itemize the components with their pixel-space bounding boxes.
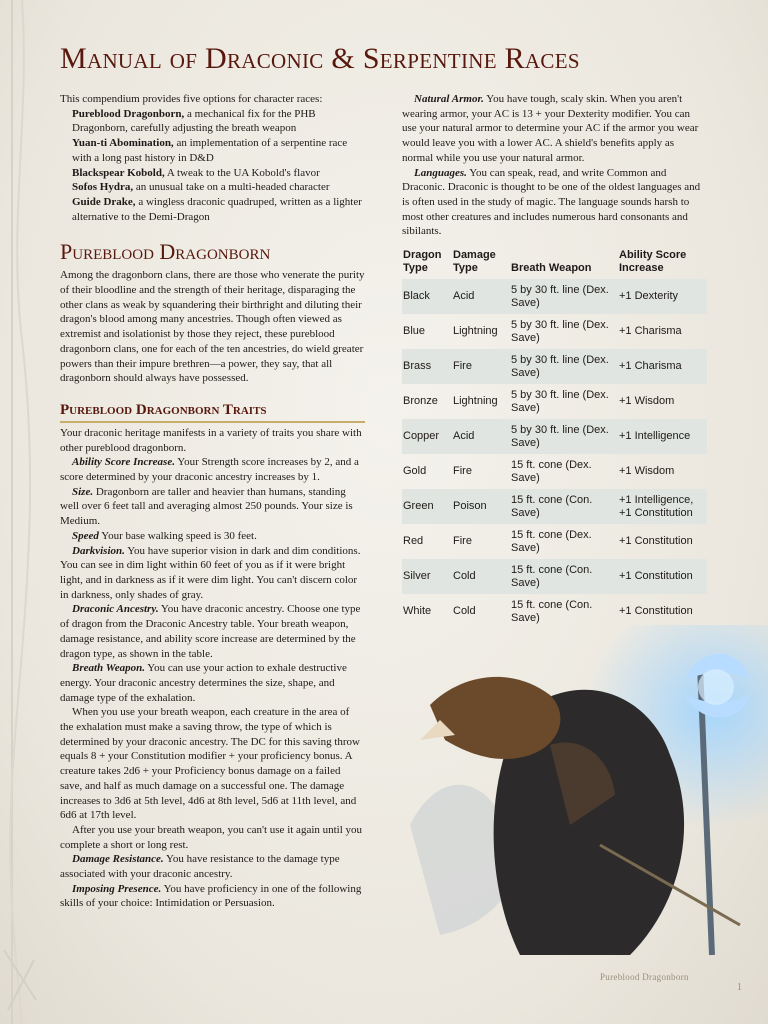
page-footer: Pureblood Dragonborn — [600, 972, 689, 982]
intro-item: Blackspear Kobold, A tweak to the UA Kobold's flavor — [72, 166, 320, 179]
table-cell: Acid — [452, 419, 510, 454]
page-title: Manual of Draconic & Serpentine Races — [60, 42, 580, 75]
table-cell: +1 Intelligence, +1 Constitution — [618, 489, 707, 524]
table-cell: +1 Charisma — [618, 349, 707, 384]
table-cell: Lightning — [453, 395, 498, 408]
dragonborn-illustration — [400, 625, 768, 965]
table-cell: Fire — [452, 349, 510, 384]
table-cell: Poison — [452, 489, 510, 524]
table-row — [402, 489, 707, 524]
table-cell: 5 by 30 ft. line (Dex. Save) — [511, 388, 609, 414]
table-row — [402, 419, 707, 454]
table-cell: Bronze — [403, 395, 438, 408]
table-cell: Black — [402, 279, 452, 314]
breath-weapon-details: When you use your breath weapon, each creature in the area of the exhalation must make a saving throw, the type of which is determined by your draconic ancestry. The DC for this saving throw equals 8 + your Constitution modifier + your proficiency bonus. A creature takes 2d6 + your Proficiency bonus damage on a failed save, and half as much damage on a successful one. The damage increases to 3d6 at 5th level, 4d6 at 8th level, 5d6 at 11th level, and 6d6 at 17th level. — [60, 706, 360, 822]
table-cell: Cold — [453, 605, 476, 618]
page-number: 1 — [737, 982, 742, 993]
table-cell: Copper — [402, 419, 452, 454]
table-cell: +1 Charisma — [619, 325, 682, 338]
section-paragraph: Among the dragonborn clans, there are those who venerate the purity of their bloodline and the strength of their heritage, disparaging the other clans as weak by squandering their birthright and diluting their dragon's blood among many ancestries. Though often viewed as extremist and isolationist by those they reject, these pureblood dragonborn clans, one for each of the ten ancestries, do wield greater powers than their impure brethren—a power, they say, that all dragonborn should always have possessed. — [60, 269, 365, 385]
table-header-row — [402, 249, 707, 279]
right-column — [402, 92, 707, 629]
table-cell: 15 ft. cone (Dex. Save) — [511, 458, 592, 484]
table-cell: Red — [403, 535, 424, 548]
table-cell: 5 by 30 ft. line (Dex. Save) — [510, 419, 618, 454]
table-row — [402, 454, 707, 489]
table-cell: 5 by 30 ft. line (Dex. Save) — [510, 349, 618, 384]
trait-damage-resistance: Damage Resistance. You have resistance to the damage type associated with your draconic ancestry. — [60, 853, 340, 881]
trait-breath-weapon: Breath Weapon. You can use your action to exhale destructive energy. Your draconic ancestry determines the size, shape, and damage type of the exhalation. — [60, 662, 347, 704]
left-column — [60, 92, 365, 911]
trait-size: Size. Dragonborn are taller and heavier than humans, standing well over 6 feet tall and averaging almost 250 pounds. Your size is Medium. — [60, 485, 353, 528]
intro-item: Guide Drake, a wingless draconic quadruped, written as a lighter alternative to the Demi-Dragon — [72, 195, 362, 223]
table-cell: +1 Constitution — [619, 605, 693, 618]
table-cell: Gold — [403, 465, 427, 478]
intro-text: This compendium provides five options for character races: — [60, 93, 323, 105]
table-cell: Brass — [402, 349, 452, 384]
trait-natural-armor: Natural Armor. You have tough, scaly skin. When you aren't wearing armor, your AC is 13 + your Dexterity modifier. You can use your natural armor to determine your AC if the armor you wear would leave you with a lower AC. A shield's benefits apply as normal while you use your natural armor. — [402, 93, 699, 164]
table-row — [402, 524, 707, 559]
table-row — [402, 384, 707, 419]
table-cell: +1 Dexterity — [618, 279, 707, 314]
table-body — [402, 279, 707, 629]
table-row — [402, 314, 707, 349]
table-header: Dragon Type — [403, 249, 442, 275]
table-cell: Cold — [452, 559, 510, 594]
section-heading: Pureblood Dragonborn — [60, 239, 271, 265]
traits-intro: Your draconic heritage manifests in a variety of traits you share with other pureblood dragonborn. — [60, 426, 362, 454]
trait-ability-score: Ability Score Increase. Your Strength score increases by 2, and a score determined by your draconic ancestry increases by 1. — [60, 456, 359, 484]
table-cell: 5 by 30 ft. line (Dex. Save) — [510, 279, 618, 314]
table-cell: +1 Wisdom — [619, 465, 675, 478]
table-cell: Fire — [453, 535, 472, 548]
table-cell: Lightning — [453, 325, 498, 338]
table-cell: Silver — [402, 559, 452, 594]
table-cell: +1 Intelligence — [618, 419, 707, 454]
decorative-border-ornament — [0, 0, 40, 1024]
traits-heading: Pureblood Dragonborn Traits — [60, 400, 365, 423]
table-row — [402, 349, 707, 384]
table-cell: White — [403, 605, 432, 618]
table-row — [402, 594, 707, 629]
draconic-ancestry-table — [402, 249, 707, 629]
table-header: Breath Weapon — [511, 262, 592, 275]
intro-item: Sofos Hydra, an unusual take on a multi-headed character — [72, 181, 330, 194]
table-cell: 15 ft. cone (Con. Save) — [510, 489, 618, 524]
table-cell: 15 ft. cone (Con. Save) — [511, 598, 593, 624]
table-cell: Blue — [403, 325, 426, 338]
table-cell: Acid — [452, 279, 510, 314]
table-header: Damage Type — [453, 249, 496, 275]
trait-speed: Speed Your base walking speed is 30 feet. — [72, 529, 257, 542]
table-cell: 5 by 30 ft. line (Dex. Save) — [511, 318, 609, 344]
table-cell: +1 Constitution — [619, 535, 693, 548]
breath-weapon-recharge: After you use your breath weapon, you can't use it again until you complete a short or long rest. — [60, 823, 363, 851]
table-cell: Fire — [453, 465, 472, 478]
table-row — [402, 279, 707, 314]
table-cell: +1 Wisdom — [619, 395, 675, 408]
table-cell: 15 ft. cone (Dex. Save) — [511, 528, 592, 554]
intro-item: Pureblood Dragonborn, a mechanical fix for the PHB Dragonborn, carefully adjusting the breath weapon — [72, 107, 316, 135]
trait-languages: Languages. You can speak, read, and write Common and Draconic. Draconic is thought to be one of the oldest languages and is often used in the study of magic. The language sounds harsh to most other creatures and includes numerous hard consonants and sibilants. — [402, 166, 701, 238]
intro-item: Yuan-ti Abomination, an implementation of a serpentine race with a long past history in D&D — [72, 137, 348, 164]
trait-darkvision: Darkvision. You have superior vision in dark and dim conditions. You can see in dim light within 60 feet of you as if it were bright light, and in darkness as if it were dim light. You can't discern color in darkness, only shades of gray. — [60, 544, 361, 601]
table-cell: +1 Constitution — [618, 559, 707, 594]
table-cell: 15 ft. cone (Con. Save) — [510, 559, 618, 594]
table-header: Ability Score Increase — [619, 249, 687, 275]
trait-imposing-presence: Imposing Presence. You have proficiency in one of the following skills of your choice: Intimidation or Persuasion. — [60, 882, 362, 910]
trait-draconic-ancestry: Draconic Ancestry. You have draconic ancestry. Choose one type of dragon from the Draconic Ancestry table. Your breath weapon, damage resistance, and ability score increase are determined by the dragon type, as shown in the table. — [60, 603, 361, 660]
table-cell: Green — [402, 489, 452, 524]
table-row — [402, 559, 707, 594]
